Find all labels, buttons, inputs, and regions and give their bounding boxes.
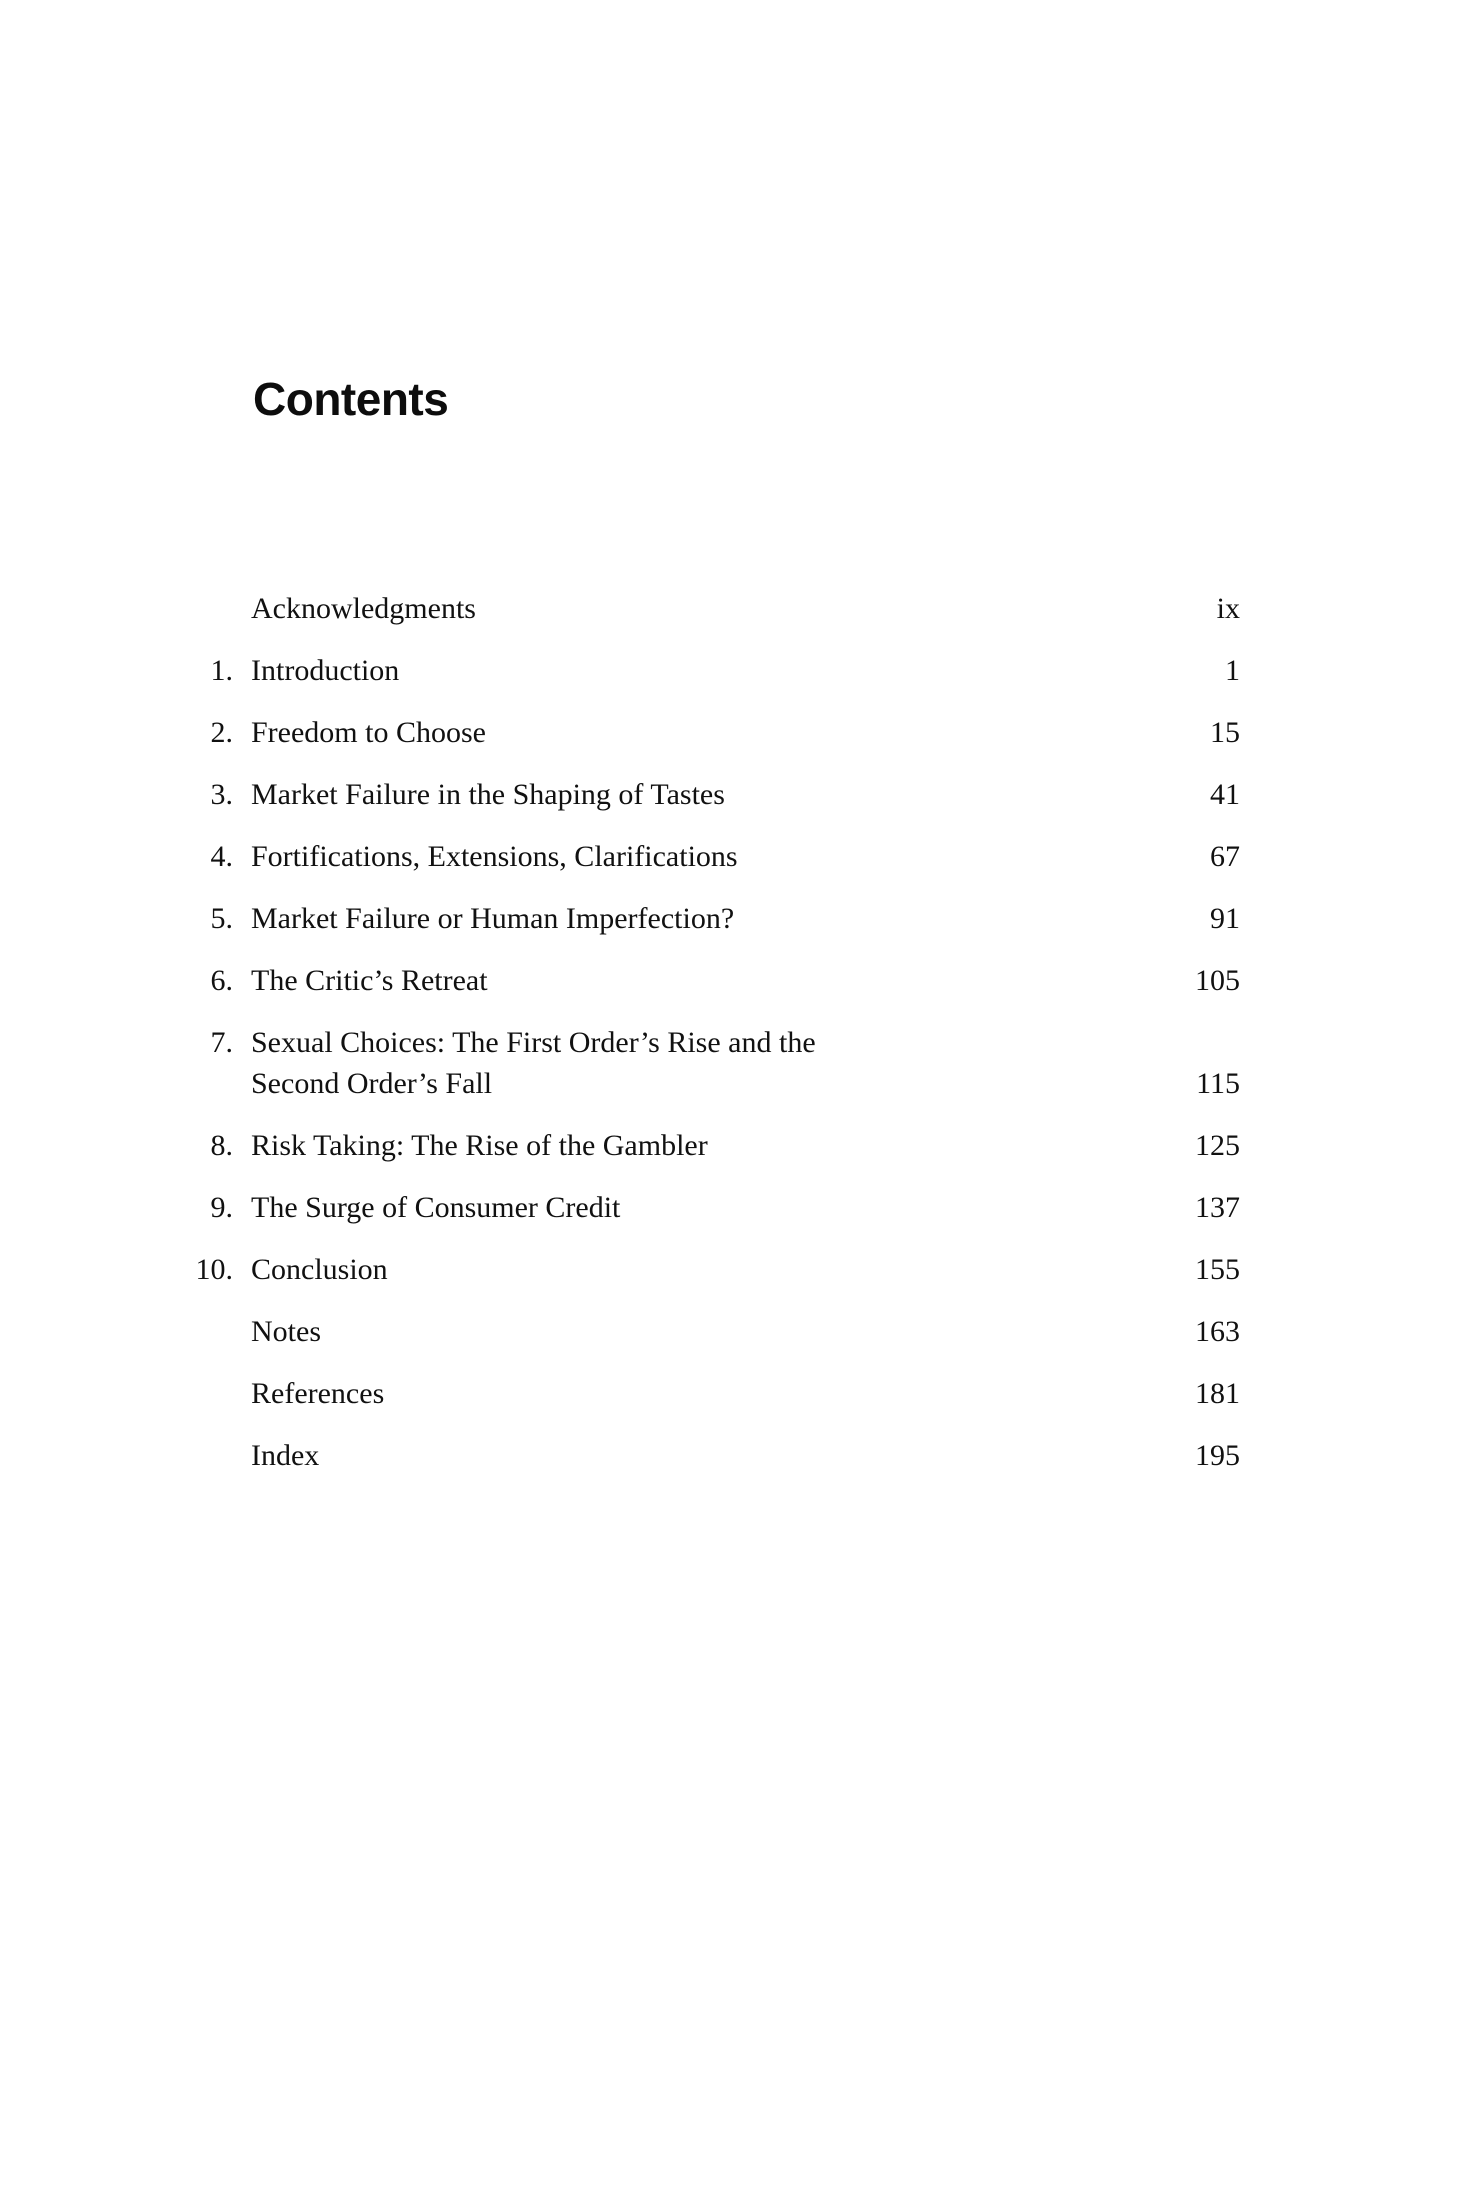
toc-entry-page-number: 155 [1195, 1253, 1240, 1286]
toc-entry-title [251, 1373, 1175, 1414]
toc-entry-title [251, 712, 1190, 753]
toc-row [180, 1435, 1240, 1476]
toc-entry-title-line: Acknowledgments [251, 592, 476, 625]
toc-entry-number: 1. [210, 654, 233, 687]
toc-entry-page-number: 91 [1210, 902, 1240, 935]
toc-entry-page-number: 105 [1195, 964, 1240, 997]
toc-entry-title-line: Risk Taking: The Rise of the Gambler [251, 1129, 708, 1162]
toc-entry-number: 10. [195, 1253, 233, 1286]
toc-entry-number: 3. [210, 778, 233, 811]
toc-row [180, 836, 1240, 877]
toc-row [180, 1125, 1240, 1166]
toc-row [180, 1249, 1240, 1290]
toc-entry-number: 6. [210, 964, 233, 997]
toc-entry-title-line: Notes [251, 1315, 321, 1348]
toc-entry-title-line: Second Order’s Fall [251, 1067, 493, 1100]
page-title: Contents [253, 373, 449, 425]
toc-entry-title [251, 960, 1175, 1001]
toc-row [180, 588, 1240, 629]
toc-entry-page-number: 15 [1210, 716, 1240, 749]
toc-row [180, 898, 1240, 939]
toc-entry-page-number: 115 [1196, 1067, 1240, 1100]
toc-entry-title [251, 1249, 1175, 1290]
toc-row [180, 1187, 1240, 1228]
toc-entry-title-line: Index [251, 1439, 320, 1472]
toc-entry-number: 5. [210, 902, 233, 935]
toc-entry-title-line: Sexual Choices: The First Order’s Rise and the [251, 1026, 816, 1059]
toc-entry-title-line: Freedom to Choose [251, 716, 486, 749]
toc-entry-title-line: References [251, 1377, 385, 1410]
toc-entry-title-line: Market Failure or Human Imperfection? [251, 902, 735, 935]
toc-entry-number: 4. [210, 840, 233, 873]
toc-entry-page-number: 125 [1195, 1129, 1240, 1162]
toc-entry-page-number: ix [1216, 592, 1240, 625]
toc-row [180, 650, 1240, 691]
toc-entry-title [251, 1311, 1175, 1352]
toc-entry-title-line: The Surge of Consumer Credit [251, 1191, 621, 1224]
toc-entry-number: 2. [210, 716, 233, 749]
toc-entry-title [251, 1435, 1175, 1476]
toc-entry-title [251, 898, 1190, 939]
toc-entry-number: 7. [210, 1026, 233, 1059]
toc-entry-title [251, 774, 1190, 815]
toc-row [180, 1022, 1240, 1104]
toc-row [180, 1373, 1240, 1414]
toc-entry-title-line: Conclusion [251, 1253, 388, 1286]
toc-row [180, 712, 1240, 753]
toc-entry-page-number: 181 [1195, 1377, 1240, 1410]
toc-entry-title-line: Fortifications, Extensions, Clarifications [251, 840, 738, 873]
toc-entry-title-line: Market Failure in the Shaping of Tastes [251, 778, 725, 811]
table-of-contents [180, 588, 1240, 1476]
toc-entry-title [251, 836, 1190, 877]
toc-entry-page-number: 41 [1210, 778, 1240, 811]
toc-entry-page-number: 1 [1225, 654, 1240, 687]
toc-entry-title [251, 650, 1205, 691]
toc-row [180, 1311, 1240, 1352]
toc-entry-page-number: 67 [1210, 840, 1240, 873]
toc-entry-title [251, 588, 1197, 629]
toc-entry-page-number: 137 [1195, 1191, 1240, 1224]
toc-entry-number: 9. [210, 1191, 233, 1224]
toc-row [180, 960, 1240, 1001]
toc-entry-title [251, 1187, 1175, 1228]
toc-row [180, 774, 1240, 815]
toc-entry-title [251, 1125, 1175, 1166]
toc-entry-title-line: The Critic’s Retreat [251, 964, 488, 997]
toc-entry-title [251, 1022, 1176, 1104]
toc-entry-number: 8. [210, 1129, 233, 1162]
toc-entry-page-number: 195 [1195, 1439, 1240, 1472]
toc-entry-title-line: Introduction [251, 654, 400, 687]
toc-entry-page-number: 163 [1195, 1315, 1240, 1348]
